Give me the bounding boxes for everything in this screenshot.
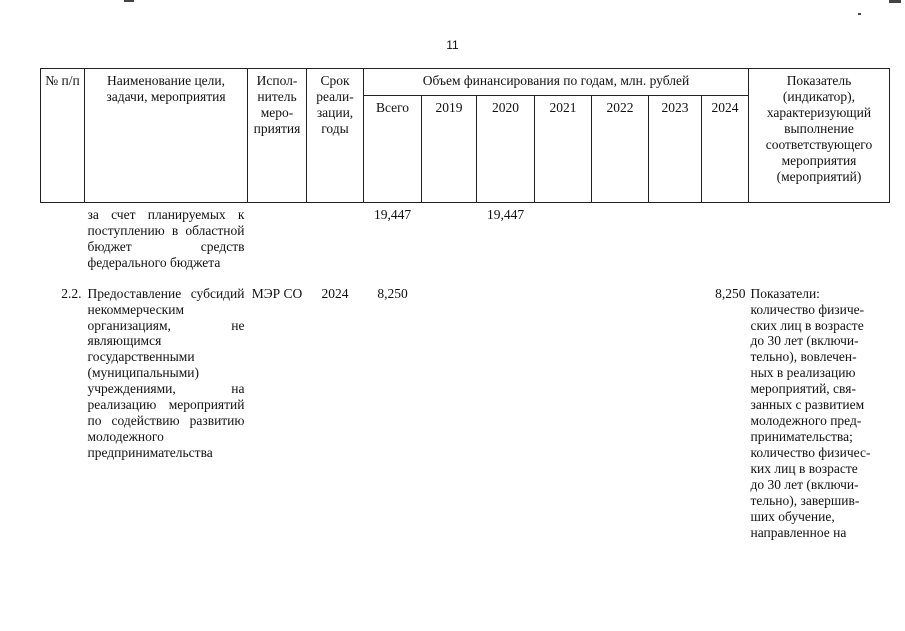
header-year-2024: 2024 bbox=[702, 96, 749, 203]
scan-speck bbox=[858, 13, 861, 15]
page-number: 11 bbox=[446, 38, 459, 52]
row-term: 2024 bbox=[321, 285, 349, 301]
header-total: Всего bbox=[364, 96, 422, 203]
row-2021 bbox=[535, 203, 592, 271]
row-num: 2.2. bbox=[61, 285, 82, 301]
row-executor bbox=[248, 203, 307, 271]
indicator-line: количество физиче- bbox=[750, 301, 865, 317]
row-2020 bbox=[477, 271, 535, 541]
indicator-line: тельно), вовлечен- bbox=[750, 349, 857, 365]
indicator-line: тельно), завершив- bbox=[750, 492, 860, 508]
indicator-line: ных в реализацию bbox=[750, 365, 856, 381]
indicator-line: мероприятий, свя- bbox=[750, 381, 856, 397]
row-2020: 19,447 bbox=[486, 207, 525, 222]
header-year-2022: 2022 bbox=[592, 96, 649, 203]
row-2021 bbox=[535, 271, 592, 541]
scan-speck bbox=[124, 0, 134, 2]
indicator-line: до 30 лет (включи- bbox=[750, 333, 859, 349]
indicator-line: ских лиц в возрасте bbox=[750, 317, 864, 333]
scan-speck bbox=[889, 0, 901, 3]
row-2019 bbox=[422, 271, 477, 541]
row-2022 bbox=[592, 271, 649, 541]
row-indicator bbox=[749, 271, 890, 541]
header-funding: Объем финансирования по годам, млн. рублей bbox=[364, 69, 749, 96]
header-indicator: Показатель (индикатор), характеризующий выполнение соответствующего мероприятия (мероприятий) bbox=[749, 69, 890, 203]
header-executor: Испол-нитель меро-приятия bbox=[248, 69, 307, 203]
table-row bbox=[41, 271, 890, 541]
row-indicator bbox=[749, 203, 890, 271]
header-year-2020: 2020 bbox=[477, 96, 535, 203]
row-2022 bbox=[592, 203, 649, 271]
indicator-line: принимательства; bbox=[750, 428, 853, 444]
header-term: Срок реали-зации, годы bbox=[307, 69, 364, 203]
row-2019 bbox=[422, 203, 477, 271]
table-row bbox=[41, 203, 890, 271]
row-name: за счет планируемых к поступлению в областной бюджет средств федерального бюджета bbox=[87, 207, 245, 270]
indicator-line: ких лиц в возрасте bbox=[750, 460, 858, 476]
row-executor: МЭР СО bbox=[251, 285, 303, 301]
indicator-line: молодежного пред- bbox=[750, 413, 862, 429]
header-year-2021: 2021 bbox=[535, 96, 592, 203]
indicator-label: Показатели: bbox=[750, 285, 820, 301]
indicator-line: до 30 лет (включи- bbox=[750, 476, 859, 492]
row-num bbox=[41, 203, 85, 271]
header-num: № п/п bbox=[41, 69, 85, 203]
indicator-line: ших обучение, bbox=[750, 508, 835, 524]
row-2023 bbox=[649, 271, 702, 541]
row-2024 bbox=[702, 203, 749, 271]
header-year-2019: 2019 bbox=[422, 96, 477, 203]
indicator-line: занных с развитием bbox=[750, 397, 865, 413]
row-total: 19,447 bbox=[373, 207, 412, 222]
indicator-line: направленное на bbox=[750, 524, 847, 540]
header-name: Наименование цели, задачи, мероприятия bbox=[85, 69, 248, 203]
row-name: Предоставление субсидий некоммерческим организациям, не являющимся государственными (муниципальными) учреждениями, на реализацию мероприятий по содействию развитию молодежного предпринимательства bbox=[87, 285, 245, 460]
header-year-2023: 2023 bbox=[649, 96, 702, 203]
funding-table bbox=[40, 68, 890, 540]
indicator-line: количество физичес- bbox=[750, 444, 871, 460]
row-2023 bbox=[649, 203, 702, 271]
row-term bbox=[307, 203, 364, 271]
row-2024: 8,250 bbox=[715, 285, 746, 301]
row-total: 8,250 bbox=[377, 285, 408, 301]
